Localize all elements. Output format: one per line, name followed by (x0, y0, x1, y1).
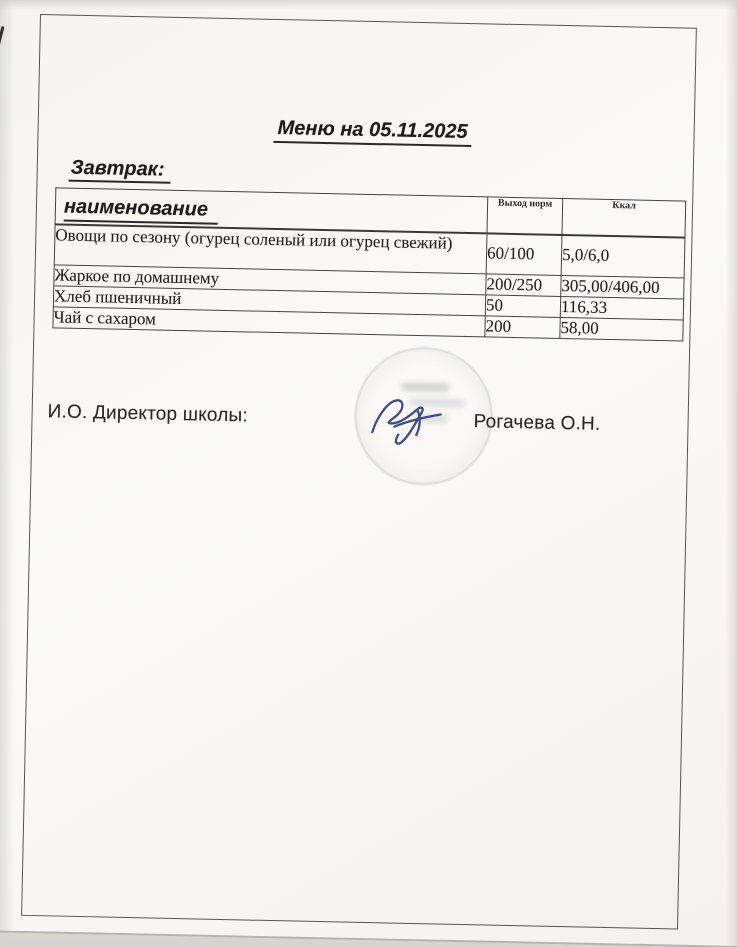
dish-name: Жаркое по домашнему (54, 265, 486, 295)
signature-label: И.О. Директор школы: (47, 401, 249, 427)
dish-portion: 50 (485, 295, 560, 318)
dish-kcal: 116,33 (560, 296, 683, 320)
dish-kcal: 5,0/6,0 (561, 234, 685, 278)
dish-kcal: 305,00/406,00 (561, 275, 684, 299)
meal-section-label (69, 157, 171, 182)
document-title (52, 112, 692, 148)
handwritten-signature-icon (360, 380, 462, 462)
dish-portion: 200 (485, 316, 560, 339)
dish-kcal: 58,00 (560, 317, 683, 341)
scan-edge-left (0, 0, 14, 947)
dish-portion: 60/100 (486, 233, 562, 276)
menu-table (52, 187, 686, 341)
page-border-frame (21, 14, 697, 930)
scan-edge-bottom (0, 930, 737, 947)
column-header-name: наименование (55, 188, 488, 233)
scan-edge-top (0, 0, 737, 10)
meal-section-label-text: Завтрак: (68, 157, 170, 184)
signature-person-name: Рогачева О.Н. (473, 411, 601, 435)
document-title-text: Меню на 05.11.2025 (273, 117, 472, 147)
dish-name: Овощи по сезону (огурец соленый или огурец свежий) (54, 224, 487, 274)
dish-name: Чай с сахаром (53, 307, 485, 337)
dish-name: Хлеб пшеничный (53, 286, 485, 316)
dish-portion: 200/250 (486, 274, 561, 297)
column-header-portion: Выход норм (487, 197, 563, 235)
scan-edge-right (725, 0, 737, 947)
column-header-kcal: Ккал (562, 198, 686, 237)
